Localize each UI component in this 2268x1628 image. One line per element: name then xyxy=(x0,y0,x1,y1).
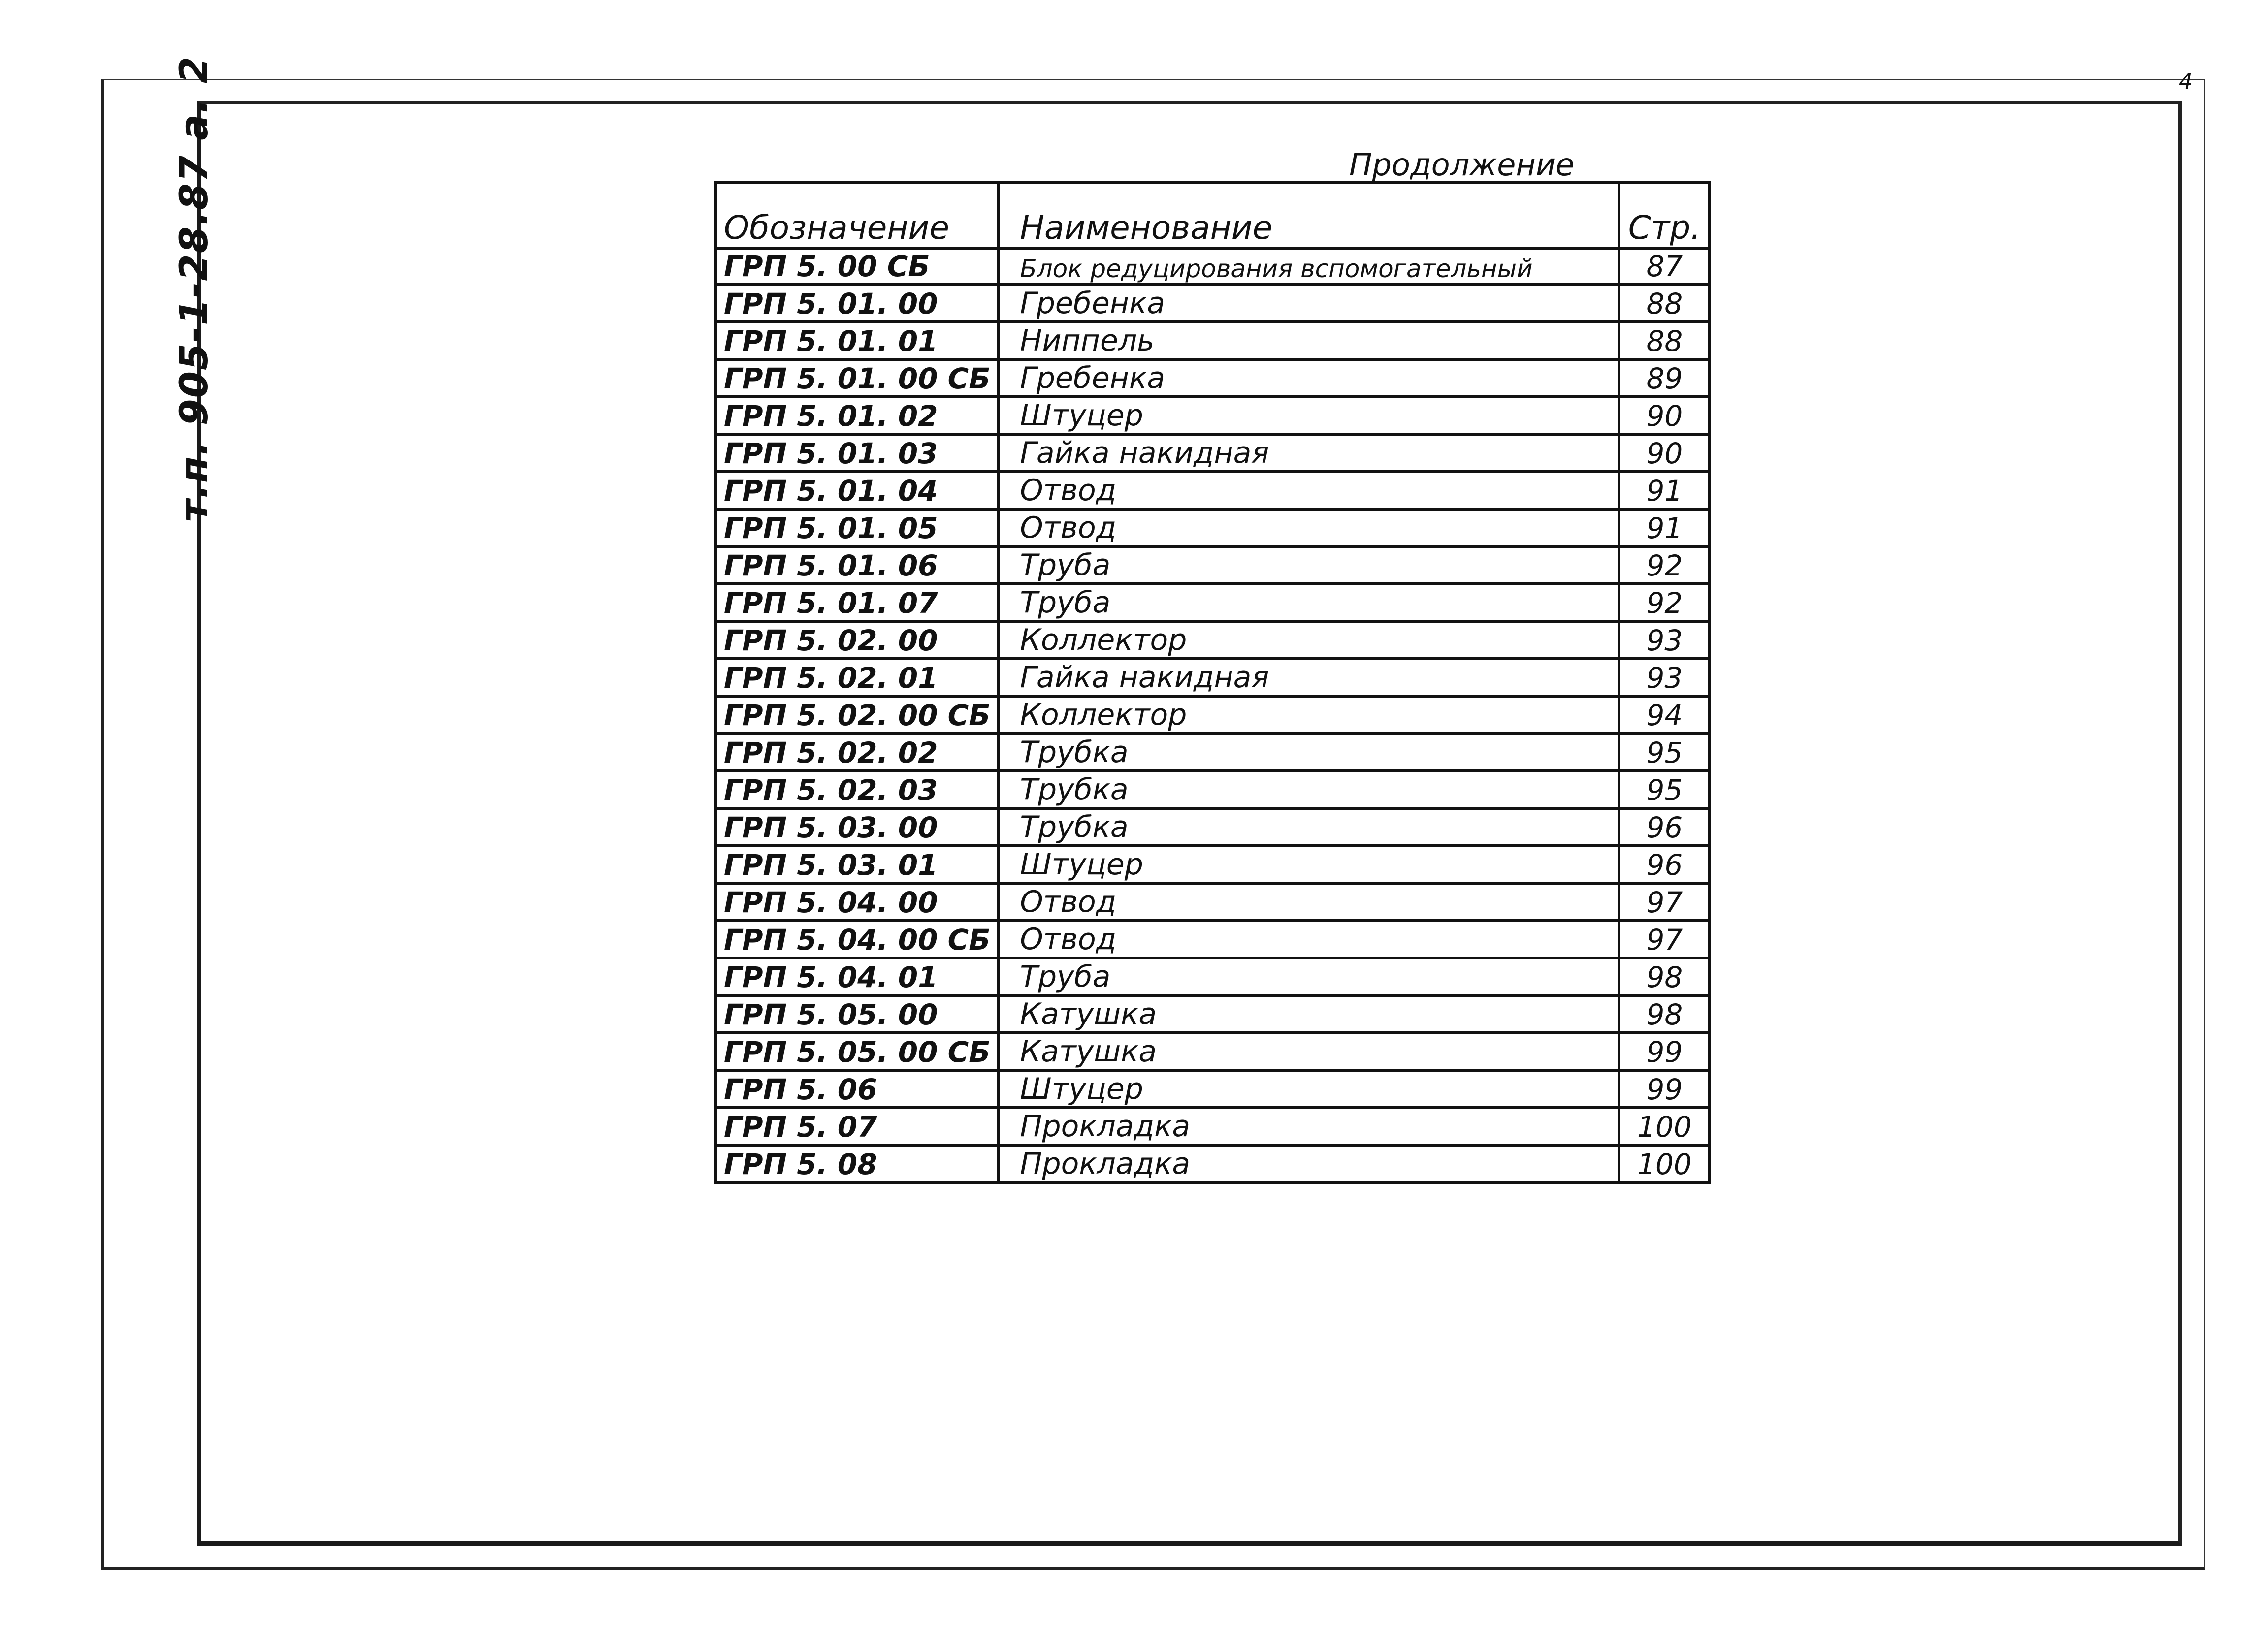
row-page: 90 xyxy=(1619,397,1710,434)
row-name: Труба xyxy=(999,546,1619,584)
row-name: Гребенка xyxy=(999,359,1619,397)
row-code: ГРП 5. 02. 00 СБ xyxy=(715,696,999,734)
row-name: Отвод xyxy=(999,472,1619,509)
row-code: ГРП 5. 01. 03 xyxy=(715,434,999,472)
row-name: Отвод xyxy=(999,921,1619,958)
row-name: Труба xyxy=(999,958,1619,995)
table-row xyxy=(715,397,1710,434)
row-name: Отвод xyxy=(999,509,1619,546)
row-name: Гайка накидная xyxy=(999,434,1619,472)
row-name: Ниппель xyxy=(999,322,1619,359)
table-row xyxy=(715,921,1710,958)
row-code: ГРП 5. 01. 05 xyxy=(715,509,999,546)
table-header-row xyxy=(715,182,1710,248)
row-code: ГРП 5. 08 xyxy=(715,1145,999,1182)
row-name: Катушка xyxy=(999,995,1619,1033)
row-page: 98 xyxy=(1619,958,1710,995)
row-name: Штуцер xyxy=(999,397,1619,434)
row-name: Прокладка xyxy=(999,1145,1619,1182)
row-page: 97 xyxy=(1619,883,1710,921)
row-page: 90 xyxy=(1619,434,1710,472)
row-code: ГРП 5. 02. 00 xyxy=(715,621,999,659)
row-name: Коллектор xyxy=(999,621,1619,659)
row-page: 92 xyxy=(1619,546,1710,584)
row-name: Гайка накидная xyxy=(999,659,1619,696)
table-row xyxy=(715,995,1710,1033)
row-name: Трубка xyxy=(999,734,1619,771)
row-page: 88 xyxy=(1619,285,1710,322)
table-row xyxy=(715,696,1710,734)
row-page: 91 xyxy=(1619,472,1710,509)
row-page: 100 xyxy=(1619,1108,1710,1145)
table-row xyxy=(715,958,1710,995)
row-page: 88 xyxy=(1619,322,1710,359)
row-page: 99 xyxy=(1619,1033,1710,1070)
table-row xyxy=(715,734,1710,771)
table-row xyxy=(715,1145,1710,1182)
header-code: Обозначение xyxy=(715,182,999,248)
row-page: 91 xyxy=(1619,509,1710,546)
row-code: ГРП 5. 01. 00 СБ xyxy=(715,359,999,397)
row-page: 96 xyxy=(1619,846,1710,883)
table-row xyxy=(715,846,1710,883)
row-page: 95 xyxy=(1619,771,1710,808)
row-name: Штуцер xyxy=(999,1070,1619,1108)
table-row xyxy=(715,509,1710,546)
row-code: ГРП 5. 01. 00 xyxy=(715,285,999,322)
row-name: Коллектор xyxy=(999,696,1619,734)
specification-table xyxy=(714,181,1711,1184)
row-page: 95 xyxy=(1619,734,1710,771)
table-body xyxy=(715,248,1710,1182)
table-row xyxy=(715,621,1710,659)
row-name: Катушка xyxy=(999,1033,1619,1070)
table-row xyxy=(715,883,1710,921)
continuation-label: Продолжение xyxy=(1349,147,1575,183)
table-row xyxy=(715,472,1710,509)
row-code: ГРП 5. 01. 01 xyxy=(715,322,999,359)
row-name: Штуцер xyxy=(999,846,1619,883)
row-code: ГРП 5. 03. 01 xyxy=(715,846,999,883)
row-page: 93 xyxy=(1619,621,1710,659)
row-name: Гребенка xyxy=(999,285,1619,322)
table-row xyxy=(715,546,1710,584)
table-row xyxy=(715,1033,1710,1070)
row-name: Труба xyxy=(999,584,1619,621)
row-page: 100 xyxy=(1619,1145,1710,1182)
table-row xyxy=(715,248,1710,285)
row-code: ГРП 5. 06 xyxy=(715,1070,999,1108)
row-page: 93 xyxy=(1619,659,1710,696)
row-code: ГРП 5. 07 xyxy=(715,1108,999,1145)
row-page: 99 xyxy=(1619,1070,1710,1108)
row-code: ГРП 5. 01. 07 xyxy=(715,584,999,621)
table-row xyxy=(715,771,1710,808)
row-code: ГРП 5. 02. 03 xyxy=(715,771,999,808)
row-name: Прокладка xyxy=(999,1108,1619,1145)
row-code: ГРП 5. 01. 06 xyxy=(715,546,999,584)
row-code: ГРП 5. 03. 00 xyxy=(715,808,999,846)
row-code: ГРП 5. 02. 02 xyxy=(715,734,999,771)
table-row xyxy=(715,322,1710,359)
row-name: Отвод xyxy=(999,883,1619,921)
row-page: 97 xyxy=(1619,921,1710,958)
table-row xyxy=(715,584,1710,621)
table-row xyxy=(715,808,1710,846)
table-row xyxy=(715,285,1710,322)
row-code: ГРП 5. 02. 01 xyxy=(715,659,999,696)
row-page: 92 xyxy=(1619,584,1710,621)
row-code: ГРП 5. 04. 00 xyxy=(715,883,999,921)
row-code: ГРП 5. 00 СБ xyxy=(715,248,999,285)
row-page: 94 xyxy=(1619,696,1710,734)
table-row xyxy=(715,359,1710,397)
row-name: Трубка xyxy=(999,808,1619,846)
row-code: ГРП 5. 05. 00 СБ xyxy=(715,1033,999,1070)
row-page: 89 xyxy=(1619,359,1710,397)
row-page: 96 xyxy=(1619,808,1710,846)
row-page: 98 xyxy=(1619,995,1710,1033)
table-row xyxy=(715,1108,1710,1145)
row-name: Трубка xyxy=(999,771,1619,808)
row-code: ГРП 5. 05. 00 xyxy=(715,995,999,1033)
row-page: 87 xyxy=(1619,248,1710,285)
row-name: Блок редуцирования вспомогательный xyxy=(999,248,1619,285)
table-row xyxy=(715,434,1710,472)
side-document-code: т.п. 905-1-28.87 а. 2 xyxy=(172,56,217,522)
header-page: Стр. xyxy=(1619,182,1710,248)
header-name: Наименование xyxy=(999,182,1619,248)
row-code: ГРП 5. 04. 00 СБ xyxy=(715,921,999,958)
table-row xyxy=(715,659,1710,696)
sheet-number: 4 xyxy=(2179,69,2193,94)
row-code: ГРП 5. 04. 01 xyxy=(715,958,999,995)
row-code: ГРП 5. 01. 04 xyxy=(715,472,999,509)
row-code: ГРП 5. 01. 02 xyxy=(715,397,999,434)
table-row xyxy=(715,1070,1710,1108)
